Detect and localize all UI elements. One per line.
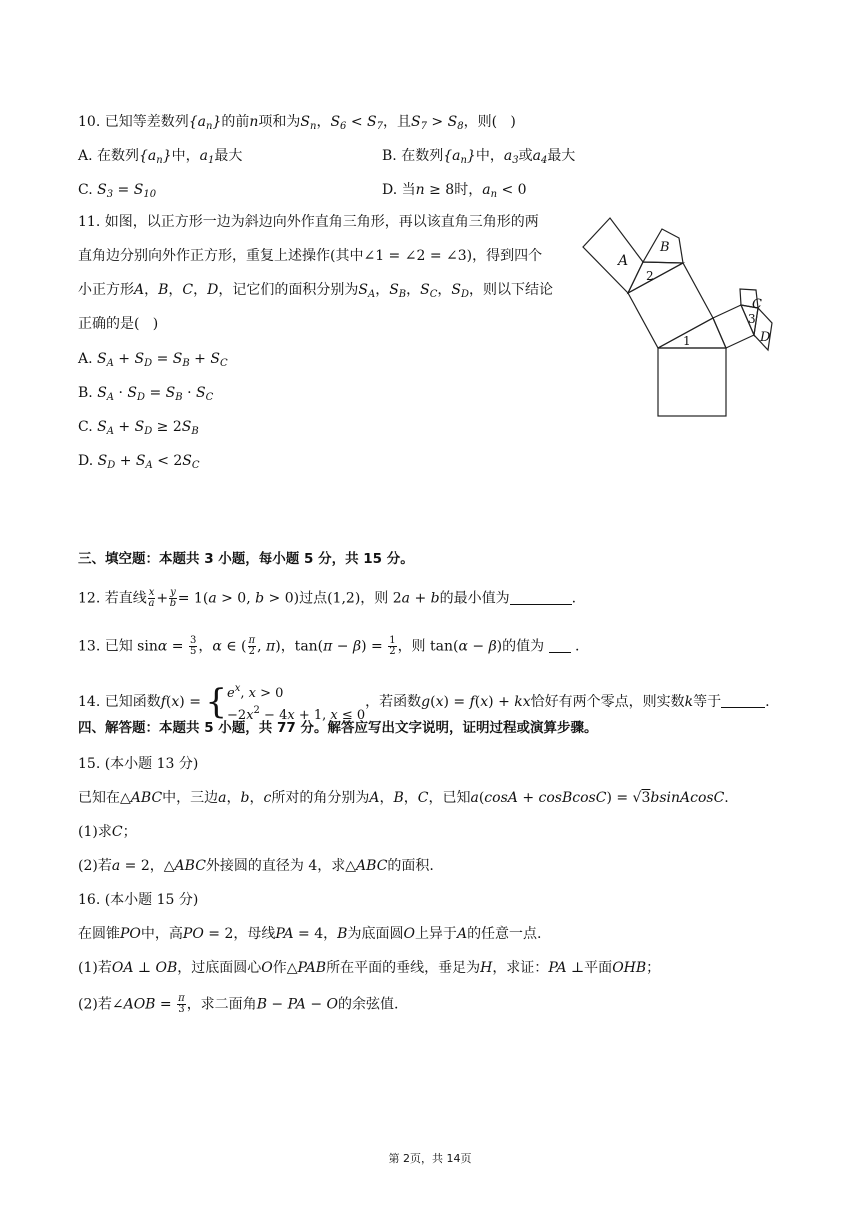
q16-title: 16. (本小题 15 分) <box>78 892 199 908</box>
upper-triangle <box>628 262 683 293</box>
q15-part2: (2)若a = 2，△ABC外接圆的直径为 4，求△ABC的面积. <box>78 858 434 874</box>
angle-label-1: 1 <box>683 334 691 348</box>
q11-line4: 正确的是( ) <box>78 316 159 332</box>
q13-stem: 13. 已知 sinα = $\frac{3}{5}$ ，α ∈ ( $\frac{\pi}{2}$ , π)，tan(π − β) = $\frac{1}{2}$ ，则 tan(α − β)的值为 . <box>78 635 580 657</box>
q11-option-c: C. $S_A + S_D \ge 2S_B$ <box>78 419 199 437</box>
base-square <box>658 348 726 416</box>
q11-line3: 小正方形A，B，C，D，记它们的面积分别为$S_A$，$S_B$，$S_C$，$S_D$，则以下结论 <box>78 282 554 300</box>
q11-option-b: B. $S_A \cdot S_D = S_B \cdot S_C$ <box>78 385 214 403</box>
section4-heading: 四、解答题：本题共 5 小题，共 77 分。解答应写出文字说明，证明过程或演算步骤。 <box>78 720 598 736</box>
q11-option-d: D. $S_D + S_A < 2S_C$ <box>78 453 200 471</box>
label-c: C <box>752 297 762 312</box>
q15-stem: 已知在△ABC中，三边a，b，c所对的角分别为A，B，C，已知a(cosA + cosBcosC) = √3bsinAcosC. <box>78 790 729 806</box>
q10-stem: 10. 已知等差数列$\{a_n\}$的前n项和为$S_n$，$S_6 < S_7$，且$S_7 > S_8$，则( ) <box>78 114 516 132</box>
label-a: A <box>618 253 629 269</box>
q11-line1: 11. 如图，以正方形一边为斜边向外作直角三角形，再以该直角三角形的两 <box>78 214 539 230</box>
label-b: B <box>660 240 670 255</box>
angle-label-2: 2 <box>646 269 654 283</box>
q10-option-c: C. $S_3 = S_{10}$ <box>78 182 157 200</box>
page-footer: 第 2页，共 14页 <box>388 1152 472 1165</box>
q15-part1: (1)求C； <box>78 824 137 840</box>
angle-label-3: 3 <box>748 312 756 326</box>
q11-line2: 直角边分别向外作正方形，重复上述操作(其中∠1 = ∠2 = ∠3)，得到四个 <box>78 248 543 264</box>
q16-stem: 在圆锥PO中，高PO = 2，母线PA = 4，B为底面圆O上异于A的任意一点. <box>78 926 542 942</box>
q10-option-a: A. 在数列$\{a_n\}$中，$a_1$最大 <box>78 148 243 166</box>
q12-stem: 12. 若直线 $\frac{x}{a}$ + $\frac{y}{b}$ = 1(a > 0, b > 0)过点(1,2)，则 2a + b的最小值为 . <box>78 587 577 609</box>
q14-stem: 14. 已知函数f(x) = { $e^x$, x > 0 $-2x^2 - 4x + 1$, x ≤ 0 ，若函数g(x) = f(x) + kx恰好有两个零点，则实数k等于 . <box>78 682 770 723</box>
section3-heading: 三、填空题：本题共 3 小题，每小题 5 分，共 15 分。 <box>78 551 414 567</box>
main-triangle <box>658 318 726 348</box>
q10-option-b: B. 在数列$\{a_n\}$中，$a_3$或$a_4$最大 <box>382 148 576 166</box>
q10-option-d: D. 当n ≥ 8时，$a_n < 0$ <box>382 182 527 200</box>
q16-part2: (2)若∠AOB = $\frac{\pi}{3}$ ，求二面角B − PA − O的余弦值. <box>78 993 399 1015</box>
left-mid-square <box>628 263 713 348</box>
q16-part1: (1)若OA ⊥ OB，过底面圆心O作△PAB所在平面的垂线，垂足为H，求证：PA ⊥平面OHB； <box>78 960 661 976</box>
q15-title: 15. (本小题 13 分) <box>78 756 199 772</box>
label-d: D <box>760 330 771 345</box>
pythagoras-tree-figure <box>580 205 810 425</box>
square-a <box>583 218 643 293</box>
q11-option-a: A. $S_A + S_D = S_B + S_C$ <box>78 351 228 369</box>
